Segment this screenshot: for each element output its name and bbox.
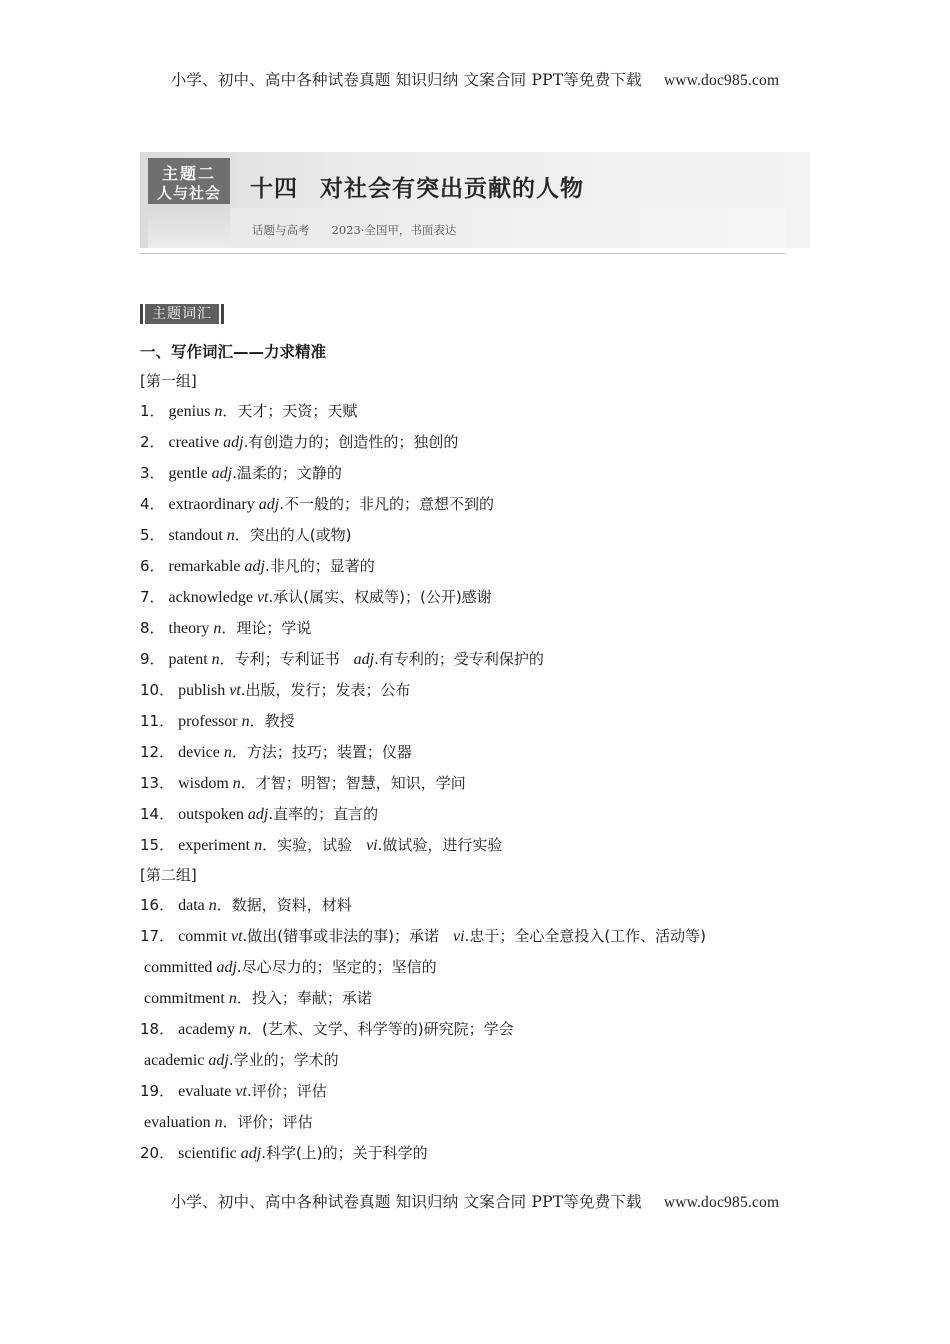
entry-part-of-speech: adj <box>223 434 244 451</box>
entry-word: patent <box>168 651 208 668</box>
vocab-entry <box>140 799 820 830</box>
section-label <box>140 304 224 324</box>
entry-word: commit <box>178 928 227 945</box>
entry-part-of-speech: n <box>241 713 250 730</box>
entry-word: academic <box>144 1052 205 1069</box>
vocab-entry <box>140 396 820 427</box>
entry-definition-2: .做试验，进行实验 <box>377 836 503 854</box>
entry-number: 16． <box>140 896 175 914</box>
entry-part-of-speech-2: vi <box>453 928 465 945</box>
entry-part-of-speech: n <box>214 1114 223 1131</box>
entry-definition: ．实验，试验 <box>262 836 353 854</box>
vocab-entry <box>140 675 820 706</box>
entry-part-of-speech: n <box>213 620 222 637</box>
vocab-list-group1 <box>140 396 820 861</box>
entry-definition: ．突出的人(或物) <box>234 526 352 544</box>
subtitle-topic: 话题与高考 <box>252 223 310 237</box>
entry-part-of-speech: adj <box>216 959 237 976</box>
vocab-entry <box>140 706 820 737</box>
title-banner <box>140 152 810 256</box>
title-text: 对社会有突出贡献的人物 <box>320 176 584 202</box>
entry-definition-2: .有专利的；受专利保护的 <box>374 650 544 668</box>
entry-number: 8． <box>140 619 165 637</box>
entry-definition: ．才智；明智；智慧，知识，学问 <box>240 774 466 792</box>
entry-part-of-speech: n <box>228 990 237 1007</box>
entry-part-of-speech: adj <box>240 1145 262 1162</box>
theme-badge-top <box>148 158 230 204</box>
entry-word: professor <box>178 713 238 730</box>
header-text: 小学、初中、高中各种试卷真题 知识归纳 文案合同 PPT等免费下载 <box>170 71 642 89</box>
entry-number: 5． <box>140 526 165 544</box>
entry-number: 19． <box>140 1082 175 1100</box>
vocab-entry <box>140 983 820 1014</box>
entry-part-of-speech-2: vi <box>366 837 378 854</box>
entry-definition: .科学(上)的；关于科学的 <box>261 1144 428 1162</box>
vocab-entry <box>140 921 820 952</box>
vocab-entry <box>140 520 820 551</box>
entry-part-of-speech: adj <box>258 496 280 513</box>
vocab-entry <box>140 830 820 861</box>
section-label-text: 主题词汇 <box>145 304 219 324</box>
entry-word: extraordinary <box>168 496 255 513</box>
entry-part-of-speech-2: adj <box>353 651 375 668</box>
entry-number: 18． <box>140 1020 175 1038</box>
section-label-bar-right <box>221 304 224 324</box>
entry-word: scientific <box>178 1145 237 1162</box>
subtitle-exam: 2023·全国甲，书面表达 <box>331 223 457 237</box>
vocab-entry <box>140 458 820 489</box>
entry-part-of-speech: adj <box>208 1052 229 1069</box>
entry-definition: ．(艺术、文学、科学等的)研究院；学会 <box>246 1020 514 1038</box>
entry-word: publish <box>178 682 226 699</box>
vocab-entry <box>140 551 820 582</box>
entry-number: 17． <box>140 927 175 945</box>
vocab-entry <box>140 768 820 799</box>
group-one-label: [第一组] <box>140 372 197 390</box>
entry-word: evaluation <box>144 1114 211 1131</box>
footer-site[interactable]: www.doc985.com <box>663 1194 780 1211</box>
entry-definition: ．投入；奉献；承诺 <box>236 989 372 1007</box>
entry-definition: .直率的；直言的 <box>268 805 379 823</box>
entry-word: genius <box>168 403 211 420</box>
banner-underline <box>140 253 786 254</box>
entry-definition: ．天才；天资；天赋 <box>222 402 358 420</box>
entry-word: standout <box>168 527 223 544</box>
entry-part-of-speech: vt <box>235 1083 247 1100</box>
vocab-entry <box>140 427 820 458</box>
entry-word: data <box>178 897 205 914</box>
entry-definition: ．教授 <box>249 712 295 730</box>
entry-definition: ．评价；评估 <box>222 1113 313 1131</box>
section-label-bar-left <box>140 304 143 324</box>
entry-number: 11． <box>140 712 175 730</box>
group-two-label: [第二组] <box>140 866 197 884</box>
entry-definition: .有创造力的；创造性的；独创的 <box>243 433 459 451</box>
entry-word: outspoken <box>178 806 244 823</box>
entry-number: 10． <box>140 681 175 699</box>
entry-part-of-speech: n <box>232 775 241 792</box>
page-header <box>0 68 950 90</box>
banner-subtitle <box>252 222 456 238</box>
entry-word: creative <box>168 434 220 451</box>
entry-word: wisdom <box>178 775 229 792</box>
entry-definition: .不一般的；非凡的；意想不到的 <box>279 495 494 513</box>
vocab-entry <box>140 1014 820 1045</box>
entry-definition: .出版，发行；发表；公布 <box>240 681 411 699</box>
entry-number: 4． <box>140 495 165 513</box>
entry-definition: .尽心尽力的；坚定的；坚信的 <box>236 958 437 976</box>
vocabulary-content <box>140 338 820 1169</box>
entry-part-of-speech: n <box>254 837 263 854</box>
entry-definition: .温柔的；文静的 <box>232 464 342 482</box>
entry-definition: .非凡的；显著的 <box>264 557 375 575</box>
entry-word: evaluate <box>178 1083 232 1100</box>
page-footer <box>0 1190 950 1212</box>
entry-definition: .学业的；学术的 <box>228 1051 339 1069</box>
vocab-entry <box>140 1076 820 1107</box>
entry-definition: ．数据，资料，材料 <box>216 896 352 914</box>
entry-number: 14． <box>140 805 175 823</box>
theme-badge-bottom <box>148 204 230 248</box>
entry-number: 7． <box>140 588 165 606</box>
entry-number: 2． <box>140 433 165 451</box>
entry-number: 20． <box>140 1144 175 1162</box>
vocab-entry <box>140 1138 820 1169</box>
entry-part-of-speech: vt <box>229 682 241 699</box>
entry-number: 12． <box>140 743 175 761</box>
entry-word: experiment <box>178 837 251 854</box>
entry-part-of-speech: n <box>214 403 223 420</box>
vocab-entry <box>140 644 820 675</box>
entry-number: 3． <box>140 464 165 482</box>
entry-number: 13． <box>140 774 175 792</box>
vocab-entry <box>140 613 820 644</box>
vocab-entry <box>140 582 820 613</box>
title-number: 十四 <box>250 176 298 202</box>
badge-line1: 主题二 <box>161 164 216 183</box>
entry-definition: .评价；评估 <box>246 1082 327 1100</box>
vocab-entry <box>140 1107 820 1138</box>
vocab-entry <box>140 489 820 520</box>
entry-definition-2: .忠于；全心全意投入(工作、活动等) <box>464 927 707 945</box>
entry-part-of-speech: adj <box>244 558 265 575</box>
entry-word: theory <box>168 620 210 637</box>
entry-part-of-speech: vt <box>256 589 269 606</box>
vocab-entry <box>140 1045 820 1076</box>
section-heading: 一、写作词汇——力求精准 <box>140 343 327 361</box>
entry-definition: .承认(属实、权威等)；(公开)感谢 <box>268 588 492 606</box>
entry-word: acknowledge <box>168 589 253 606</box>
vocab-entry <box>140 890 820 921</box>
entry-part-of-speech: n <box>211 651 220 668</box>
entry-definition: ．专利；专利证书 <box>219 650 340 668</box>
vocab-list-group2 <box>140 890 820 1169</box>
entry-part-of-speech: n <box>238 1021 247 1038</box>
entry-number: 15． <box>140 836 175 854</box>
entry-number: 6． <box>140 557 165 575</box>
entry-word: device <box>178 744 220 761</box>
entry-part-of-speech: vt <box>230 928 243 945</box>
entry-word: committed <box>144 959 213 976</box>
entry-definition: .做出(错事或非法的事)；承诺 <box>242 927 440 945</box>
entry-definition: ．理论；学说 <box>221 619 312 637</box>
entry-word: academy <box>178 1021 235 1038</box>
entry-part-of-speech: adj <box>211 465 233 482</box>
entry-definition: ．方法；技巧；装置；仪器 <box>231 743 412 761</box>
vocab-entry <box>140 737 820 768</box>
entry-part-of-speech: adj <box>247 806 269 823</box>
footer-text: 小学、初中、高中各种试卷真题 知识归纳 文案合同 PPT等免费下载 <box>170 1193 642 1211</box>
entry-part-of-speech: n <box>208 897 217 914</box>
entry-number: 9． <box>140 650 165 668</box>
theme-badge <box>148 158 230 248</box>
entry-word: gentle <box>168 465 208 482</box>
header-site[interactable]: www.doc985.com <box>663 72 780 89</box>
entry-word: remarkable <box>168 558 241 575</box>
entry-word: commitment <box>144 990 225 1007</box>
vocab-entry <box>140 952 820 983</box>
entry-part-of-speech: n <box>223 744 232 761</box>
page-title <box>250 170 584 203</box>
entry-part-of-speech: n <box>226 527 235 544</box>
badge-line2: 人与社会 <box>156 184 221 202</box>
entry-number: 1． <box>140 402 165 420</box>
